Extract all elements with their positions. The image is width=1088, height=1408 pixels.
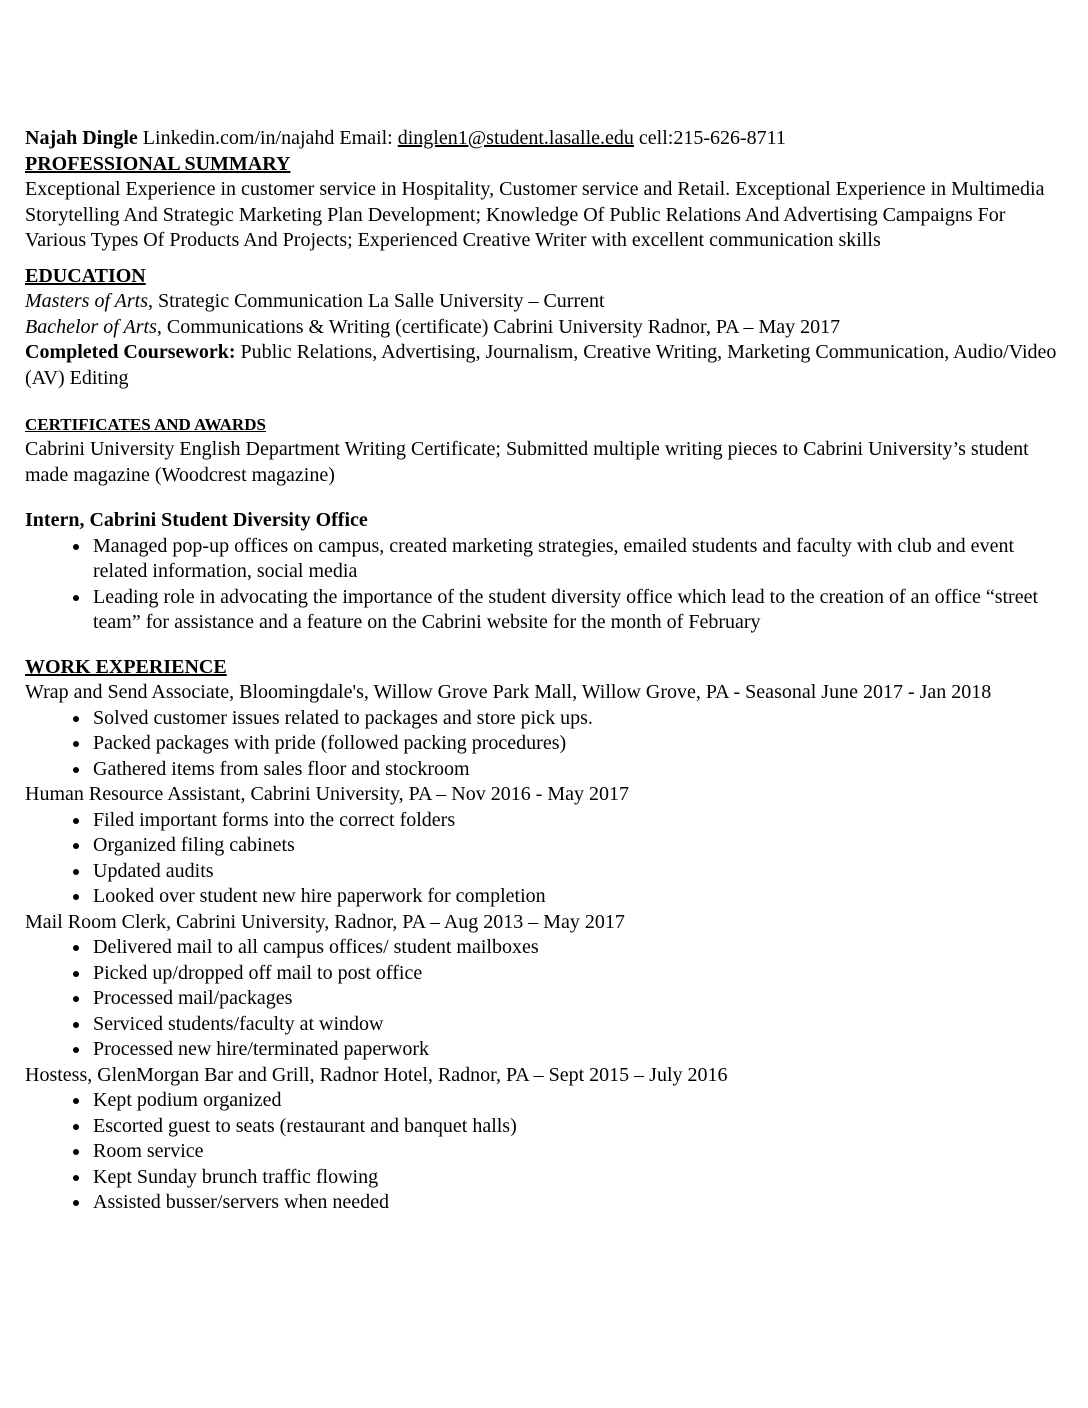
internship-section: [25, 508, 1063, 636]
coursework-text: Public Relations, Advertising, Journalism, Creative Writing, Marketing Communication, Audio/Video (AV) Editing: [25, 341, 1057, 389]
bullet-item: • Assisted busser/servers when needed: [91, 1190, 1063, 1216]
bullet-item: • Serviced students/faculty at window: [91, 1012, 1063, 1038]
contact-line: [25, 126, 1063, 152]
professional-summary-heading: PROFESSIONAL SUMMARY: [25, 152, 291, 175]
job-title: Wrap and Send Associate, Bloomingdale's, Willow Grove Park Mall, Willow Grove, PA - Seasonal June 2017 - Jan 2018: [25, 681, 992, 703]
degree-detail: , Communications & Writing (certificate) Cabrini University Radnor, PA – May 2017: [156, 315, 841, 338]
internship-bullets: [25, 534, 1063, 636]
education-degree-line: [25, 315, 1063, 341]
certificates-heading: CERTIFICATES AND AWARDS: [25, 415, 266, 434]
internship-title: Intern, Cabrini Student Diversity Office: [25, 509, 368, 531]
education-heading: EDUCATION: [25, 264, 146, 287]
job-bullets: [25, 1088, 1063, 1216]
coursework-label: Completed Coursework:: [25, 341, 236, 363]
job-bullets: [25, 935, 1063, 1063]
email-link[interactable]: dinglen1@student.lasalle.edu: [397, 127, 634, 149]
cell-text: cell:215-626-8711: [638, 127, 786, 149]
bullet-item: • Leading role in advocating the importance of the student diversity office which lead to the creation of an office “street team” for assistance and a feature on the Cabrini website for the month of February: [91, 585, 1063, 636]
education-degree-line: [25, 289, 1063, 315]
linkedin-text: Linkedin.com/in/najahd: [142, 127, 335, 149]
education-coursework-line: [25, 340, 1063, 391]
professional-summary-body: Exceptional Experience in customer service in Hospitality, Customer service and Retail. Exceptional Experience in Multimedia Storytelling And Strategic Marketing Plan Development; Knowledge Of Public Relations And Advertising Campaigns For Various Types Of Products And Projects; Experienced Creative Writer with excellent communication skills: [25, 178, 1045, 251]
certificates-body: Cabrini University English Department Writing Certificate; Submitted multiple writing pieces to Cabrini University’s student made magazine (Woodcrest magazine): [25, 438, 1029, 486]
work-experience-section: [25, 655, 1063, 1216]
bullet-item: • Solved customer issues related to packages and store pick ups.: [91, 706, 1063, 732]
job-bullets: [25, 808, 1063, 910]
bullet-item: • Updated audits: [91, 859, 1063, 885]
degree-name: Bachelor of Arts: [25, 315, 157, 338]
work-experience-heading: WORK EXPERIENCE: [25, 655, 227, 678]
person-name: Najah Dingle: [25, 127, 138, 149]
jobs-container: [25, 680, 1063, 1216]
bullet-item: • Picked up/dropped off mail to post office: [91, 961, 1063, 987]
job-title: Mail Room Clerk, Cabrini University, Radnor, PA – Aug 2013 – May 2017: [25, 910, 625, 933]
bullet-item: • Organized filing cabinets: [91, 833, 1063, 859]
bullet-item: • Room service: [91, 1139, 1063, 1165]
bullet-item: • Looked over student new hire paperwork for completion: [91, 884, 1063, 910]
bullet-item: • Managed pop-up offices on campus, created marketing strategies, emailed students and faculty with club and event related information, social media: [91, 534, 1063, 585]
bullet-item: • Kept Sunday brunch traffic flowing: [91, 1165, 1063, 1191]
degree-name: Masters of Arts: [25, 290, 148, 312]
job-title: Hostess, GlenMorgan Bar and Grill, Radnor Hotel, Radnor, PA – Sept 2015 – July 2016: [25, 1063, 728, 1086]
degree-detail: , Strategic Communication La Salle University – Current: [147, 290, 605, 312]
professional-summary-section: [25, 152, 1063, 254]
bullet-item: • Escorted guest to seats (restaurant and banquet halls): [91, 1114, 1063, 1140]
education-section: [25, 264, 1063, 392]
bullet-item: • Packed packages with pride (followed packing procedures): [91, 731, 1063, 757]
email-label: Email:: [339, 127, 393, 149]
bullet-item: • Delivered mail to all campus offices/ student mailboxes: [91, 935, 1063, 961]
certificates-section: [25, 413, 1063, 488]
bullet-item: • Kept podium organized: [91, 1088, 1063, 1114]
job-bullets: [25, 706, 1063, 783]
bullet-item: • Processed new hire/terminated paperwork: [91, 1037, 1063, 1063]
job-title: Human Resource Assistant, Cabrini University, PA – Nov 2016 - May 2017: [25, 783, 630, 805]
bullet-item: • Gathered items from sales floor and stockroom: [91, 757, 1063, 783]
bullet-item: • Filed important forms into the correct folders: [91, 808, 1063, 834]
bullet-item: • Processed mail/packages: [91, 986, 1063, 1012]
